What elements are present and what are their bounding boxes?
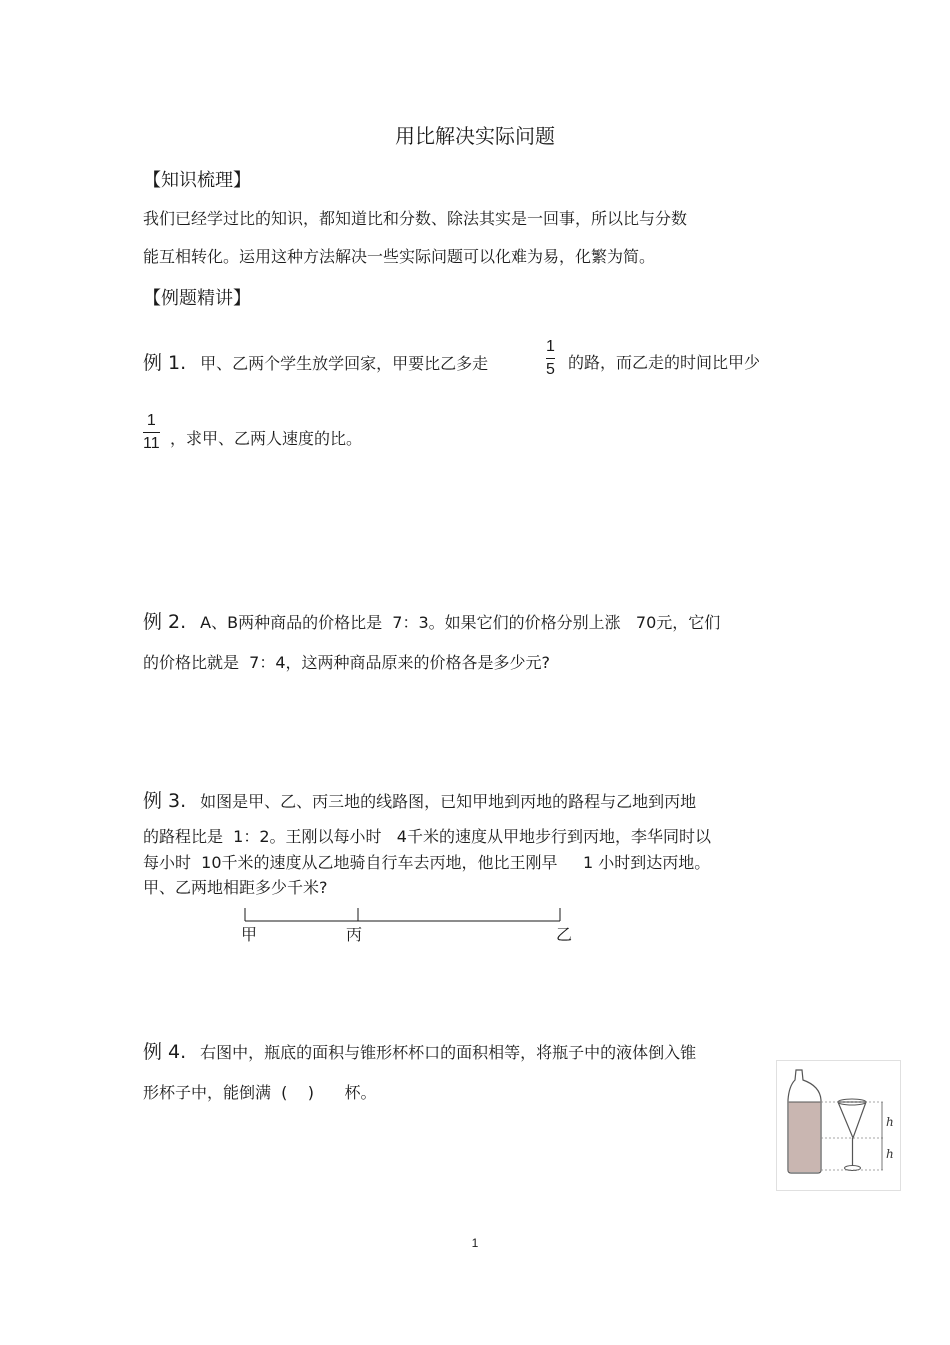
example-3-line-1	[143, 786, 696, 813]
fraction-denominator: 11	[143, 435, 160, 452]
page-number: 1	[471, 1236, 479, 1250]
intro-line-1: 我们已经学过比的知识，都知道比和分数、除法其实是一回事，所以比与分数	[143, 209, 688, 228]
example-3-line-4: 甲、乙两地相距多少千米?	[143, 878, 328, 897]
example-4-text-1: 右图中，瓶底的面积与锥形杯杯口的面积相等，将瓶子中的液体倒入锥	[200, 1043, 697, 1062]
fraction-numerator: 1	[546, 338, 555, 355]
h-label-upper: h	[886, 1115, 894, 1129]
cone-cup-icon	[838, 1102, 866, 1138]
example-2-line-2: 的价格比就是 7：4，这两种商品原来的价格各是多少元?	[143, 653, 551, 672]
bottle-and-cup-figure	[776, 1060, 902, 1192]
bottle-liquid	[789, 1102, 820, 1172]
section-examples: 【例题精讲】	[143, 288, 251, 309]
section-knowledge: 【知识梳理】	[143, 170, 251, 191]
fraction-bar	[143, 432, 160, 433]
label-bing: 丙	[346, 925, 363, 944]
label-yi: 乙	[556, 925, 573, 944]
example-1-line-1	[143, 348, 488, 375]
fraction-bar	[546, 358, 555, 359]
example-1-text-a: 甲、乙两个学生放学回家，甲要比乙多走	[200, 354, 489, 373]
h-label-lower: h	[886, 1147, 894, 1161]
example-2-label: 例 2.	[143, 611, 187, 633]
fraction-one-fifth	[546, 338, 555, 379]
intro-line-2: 能互相转化。运用这种方法解决一些实际问题可以化难为易，化繁为简。	[143, 247, 656, 266]
example-4-line-1	[143, 1037, 696, 1064]
example-3-line-3: 每小时 10千米的速度从乙地骑自行车去丙地，他比王刚早 1 小时到达丙地。	[143, 853, 711, 872]
fraction-one-eleventh	[143, 412, 160, 453]
example-3-label: 例 3.	[143, 790, 187, 812]
fraction-denominator: 5	[546, 361, 555, 378]
route-diagram	[230, 900, 590, 950]
example-4-label: 例 4.	[143, 1041, 187, 1063]
example-4-line-2: 形杯子中，能倒满 ( ) 杯。	[143, 1083, 377, 1102]
example-3-line-2: 的路程比是 1：2。王刚以每小时 4千米的速度从甲地步行到丙地，李华同时以	[143, 827, 711, 846]
example-1-text-c: ，求甲、乙两人速度的比。	[170, 429, 363, 448]
page-title: 用比解决实际问题	[395, 124, 555, 148]
fraction-numerator: 1	[146, 412, 156, 429]
example-1-text-b: 的路，而乙走的时间比甲少	[568, 353, 761, 372]
example-2-text-1: A、B两种商品的价格比是 7：3。如果它们的价格分别上涨 70元，它们	[200, 613, 721, 632]
example-2-line-1	[143, 607, 720, 634]
example-1-label: 例 1.	[143, 352, 187, 374]
example-3-text-1: 如图是甲、乙、丙三地的线路图，已知甲地到丙地的路程与乙地到丙地	[200, 792, 697, 811]
label-jia: 甲	[241, 925, 258, 944]
